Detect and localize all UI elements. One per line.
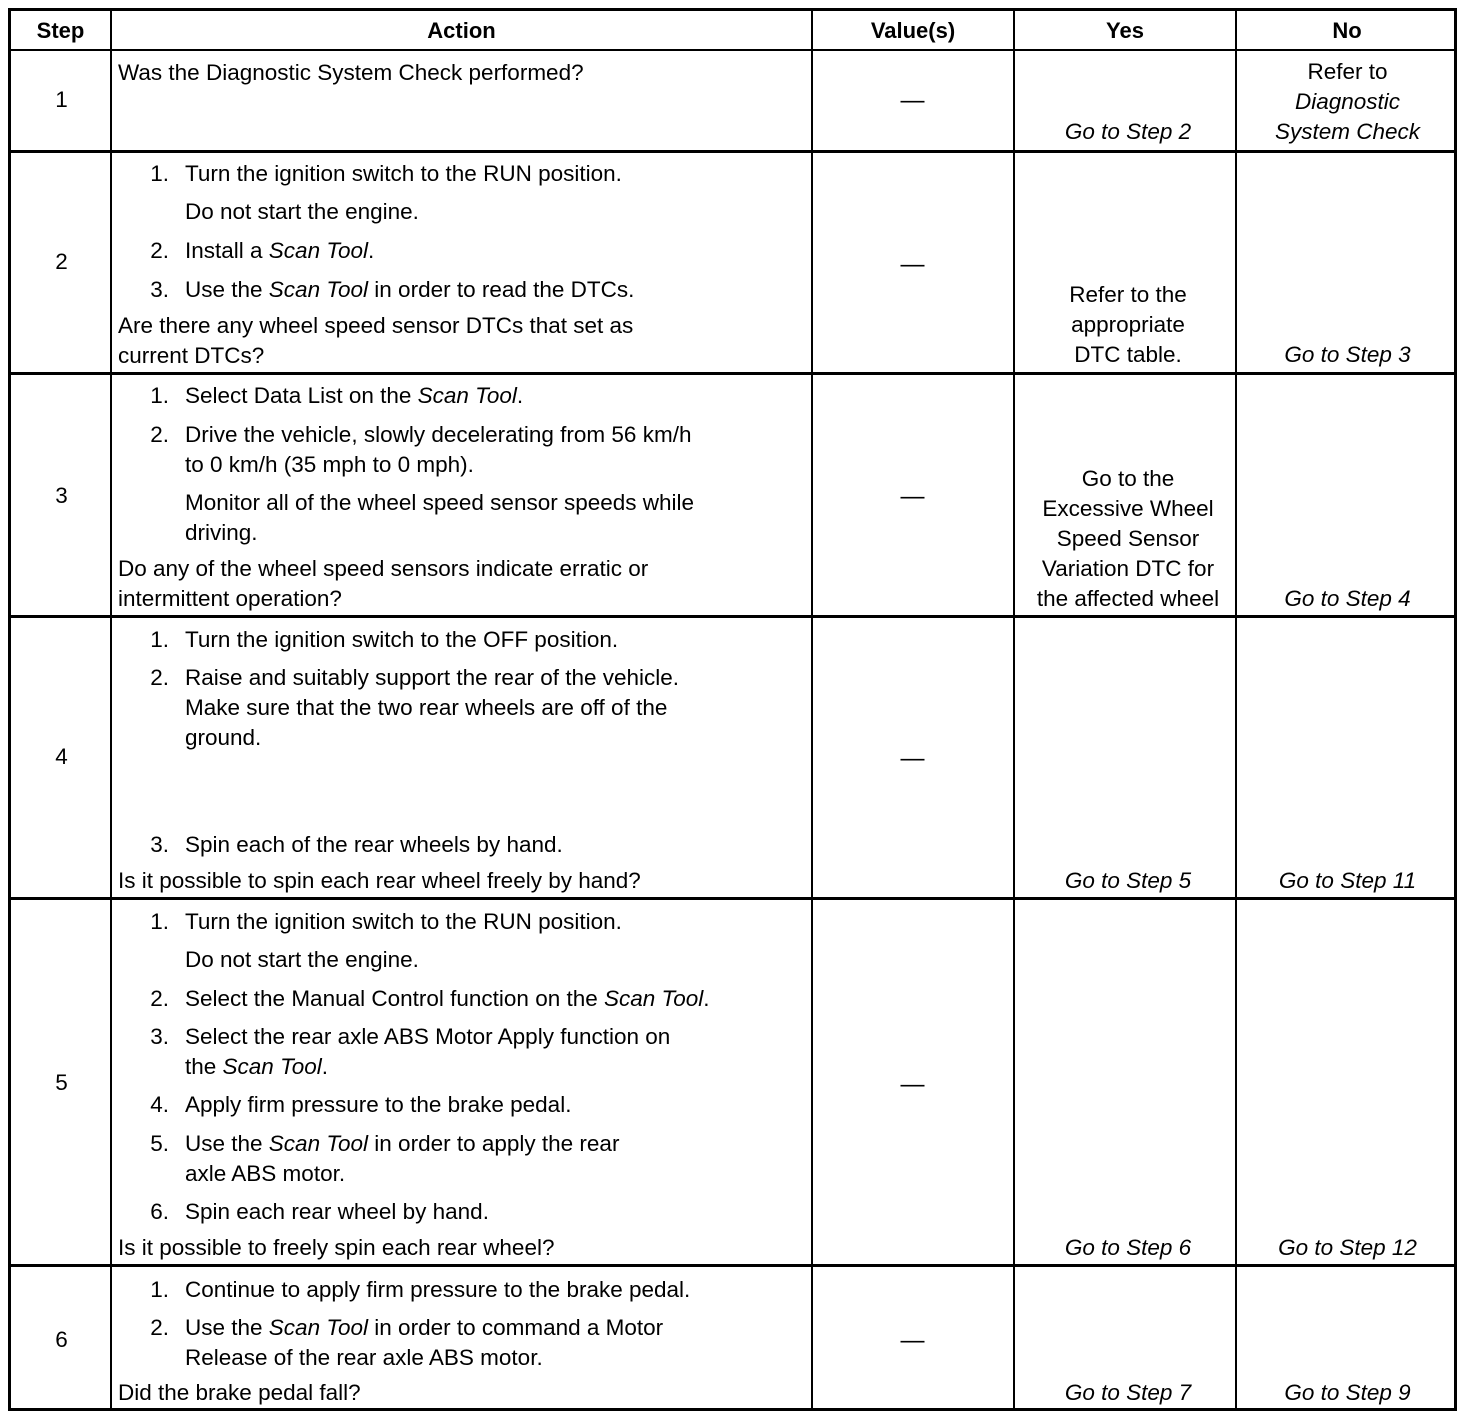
- item-text: [185, 663, 679, 753]
- step-number: 6: [55, 1327, 68, 1352]
- item-line: driving.: [185, 520, 258, 545]
- item-number: 2.: [150, 422, 169, 447]
- no-action: [1238, 57, 1457, 147]
- item-number: 1.: [150, 383, 169, 408]
- question-line: Are there any wheel speed sensor DTCs that set as: [118, 313, 634, 338]
- step-number: 5: [55, 1070, 68, 1095]
- item-text-part: .: [368, 238, 375, 263]
- item-text: Apply firm pressure to the brake pedal.: [185, 1092, 572, 1117]
- item-text: [185, 984, 710, 1014]
- item-line: Make sure that the two rear wheels are off of the: [185, 695, 668, 720]
- item-text: [185, 1022, 670, 1082]
- item-text: Spin each of the rear wheels by hand.: [185, 832, 563, 857]
- col-divider: [1013, 11, 1015, 1408]
- yes-action: Go to Step 6: [1064, 1235, 1192, 1260]
- item-text: [185, 381, 523, 411]
- item-line: Select the rear axle ABS Motor Apply function on: [185, 1024, 671, 1049]
- item-line: Drive the vehicle, slowly decelerating from 56 km/h: [185, 422, 692, 447]
- item-text-part: Select the Manual Control function on the: [185, 986, 605, 1011]
- scan-tool-term: Scan Tool: [417, 383, 517, 408]
- item-text-part: Use the: [185, 1315, 269, 1340]
- item-text-part: Install a: [185, 238, 269, 263]
- yes-line: Variation DTC for: [1041, 556, 1215, 581]
- item-text: Do not start the engine.: [185, 947, 419, 972]
- no-action: Go to Step 12: [1278, 1235, 1417, 1260]
- item-number: 2.: [150, 238, 169, 263]
- item-text: Do not start the engine.: [185, 199, 419, 224]
- yes-action: [1016, 280, 1240, 370]
- yes-action: Go to Step 5: [1064, 868, 1192, 893]
- item-number: 4.: [150, 1092, 169, 1117]
- item-text: Continue to apply firm pressure to the brake pedal.: [185, 1277, 691, 1302]
- item-text-part: the: [185, 1054, 223, 1079]
- header-step: Step: [36, 18, 85, 43]
- item-line: ground.: [185, 725, 262, 750]
- item-number: 6.: [150, 1199, 169, 1224]
- item-text-part: .: [516, 383, 524, 408]
- col-divider: [110, 11, 112, 1408]
- item-line: [185, 1129, 619, 1159]
- row-divider: [11, 372, 1454, 375]
- question-text: Is it possible to freely spin each rear wheel?: [118, 1235, 555, 1260]
- item-text-part: .: [321, 1054, 329, 1079]
- item-text-part: .: [703, 986, 710, 1011]
- item-text: Turn the ignition switch to the RUN position.: [185, 909, 622, 934]
- no-line: Refer to: [1307, 59, 1388, 84]
- question-text: [118, 311, 633, 371]
- header-action: Action: [427, 18, 496, 43]
- item-number: 1.: [150, 909, 169, 934]
- question-line: Do any of the wheel speed sensors indicate erratic or: [118, 556, 649, 581]
- yes-action: Go to Step 2: [1064, 119, 1192, 144]
- question-text: [118, 554, 648, 614]
- no-action: Go to Step 3: [1284, 342, 1411, 367]
- value-cell: —: [900, 1071, 925, 1098]
- item-text-part: Select Data List on the: [185, 383, 418, 408]
- step-number: 3: [55, 483, 68, 508]
- value-cell: —: [900, 483, 925, 510]
- item-line: Release of the rear axle ABS motor.: [185, 1345, 543, 1370]
- yes-line: Excessive Wheel: [1042, 496, 1214, 521]
- item-text: [185, 1313, 663, 1373]
- row-divider: [11, 150, 1454, 153]
- item-text-part: in order to read the DTCs.: [368, 277, 635, 302]
- question-text: Is it possible to spin each rear wheel freely by hand?: [118, 868, 641, 893]
- scan-tool-term: Scan Tool: [604, 986, 704, 1011]
- item-number: 2.: [150, 986, 169, 1011]
- header-values: Value(s): [870, 18, 956, 43]
- no-line: Diagnostic: [1294, 89, 1401, 114]
- item-line: axle ABS motor.: [185, 1161, 346, 1186]
- item-text: [185, 420, 691, 480]
- item-text: [185, 488, 694, 548]
- item-text-part: Use the: [185, 277, 269, 302]
- yes-line: appropriate: [1071, 312, 1185, 337]
- item-number: 3.: [150, 832, 169, 857]
- question-line: intermittent operation?: [118, 586, 342, 611]
- item-number: 5.: [150, 1131, 169, 1156]
- col-divider: [1235, 11, 1237, 1408]
- value-cell: —: [900, 745, 925, 772]
- item-number: 1.: [150, 1277, 169, 1302]
- value-cell: —: [900, 87, 925, 114]
- yes-line: the affected wheel: [1036, 586, 1220, 611]
- item-number: 2.: [150, 1315, 169, 1340]
- yes-action: [1016, 464, 1240, 614]
- item-number: 3.: [150, 277, 169, 302]
- item-text: Turn the ignition switch to the RUN position.: [185, 161, 622, 186]
- yes-line: Go to the: [1081, 466, 1175, 491]
- item-number: 2.: [150, 665, 169, 690]
- item-text: Turn the ignition switch to the OFF position.: [185, 627, 619, 652]
- step-number: 2: [55, 249, 68, 274]
- item-line: to 0 km/h (35 mph to 0 mph).: [185, 452, 474, 477]
- step-number: 4: [55, 744, 68, 769]
- header-yes: Yes: [1106, 18, 1144, 43]
- scan-tool-term: Scan Tool: [268, 277, 369, 302]
- item-text: Spin each rear wheel by hand.: [185, 1199, 489, 1224]
- row-divider: [11, 1264, 1454, 1267]
- item-line: Raise and suitably support the rear of the vehicle.: [185, 665, 680, 690]
- value-cell: —: [900, 1327, 925, 1354]
- item-text: [185, 1129, 619, 1189]
- question-text: Was the Diagnostic System Check performed?: [118, 60, 584, 85]
- item-text: [185, 275, 634, 305]
- row-divider: [11, 897, 1454, 900]
- col-divider: [811, 11, 813, 1408]
- no-action: Go to Step 4: [1284, 586, 1411, 611]
- item-text-part: Use the: [185, 1131, 269, 1156]
- item-line: [185, 1052, 670, 1082]
- yes-line: DTC table.: [1074, 342, 1182, 367]
- yes-action: Go to Step 7: [1064, 1380, 1192, 1405]
- item-text-part: in order to command a Motor: [368, 1315, 664, 1340]
- item-line: Monitor all of the wheel speed sensor speeds while: [185, 490, 695, 515]
- item-number: 3.: [150, 1024, 169, 1049]
- step-number: 1: [55, 87, 68, 112]
- question-line: current DTCs?: [118, 343, 265, 368]
- scan-tool-term: Scan Tool: [222, 1054, 322, 1079]
- item-number: 1.: [150, 161, 169, 186]
- no-action: Go to Step 11: [1278, 868, 1417, 893]
- scan-tool-term: Scan Tool: [268, 1131, 369, 1156]
- item-text-part: in order to apply the rear: [368, 1131, 620, 1156]
- item-line: [185, 1313, 663, 1343]
- item-number: 1.: [150, 627, 169, 652]
- question-text: Did the brake pedal fall?: [118, 1380, 361, 1405]
- yes-line: Refer to the: [1069, 282, 1187, 307]
- no-action: Go to Step 9: [1284, 1380, 1411, 1405]
- header-no: No: [1332, 18, 1362, 43]
- value-cell: —: [900, 251, 925, 278]
- scan-tool-term: Scan Tool: [268, 1315, 369, 1340]
- row-divider: [11, 615, 1454, 618]
- no-line: System Check: [1274, 119, 1421, 144]
- yes-line: Speed Sensor: [1056, 526, 1200, 551]
- item-text: [185, 236, 374, 266]
- scan-tool-term: Scan Tool: [268, 238, 369, 263]
- diagnostic-table: [8, 8, 1457, 1411]
